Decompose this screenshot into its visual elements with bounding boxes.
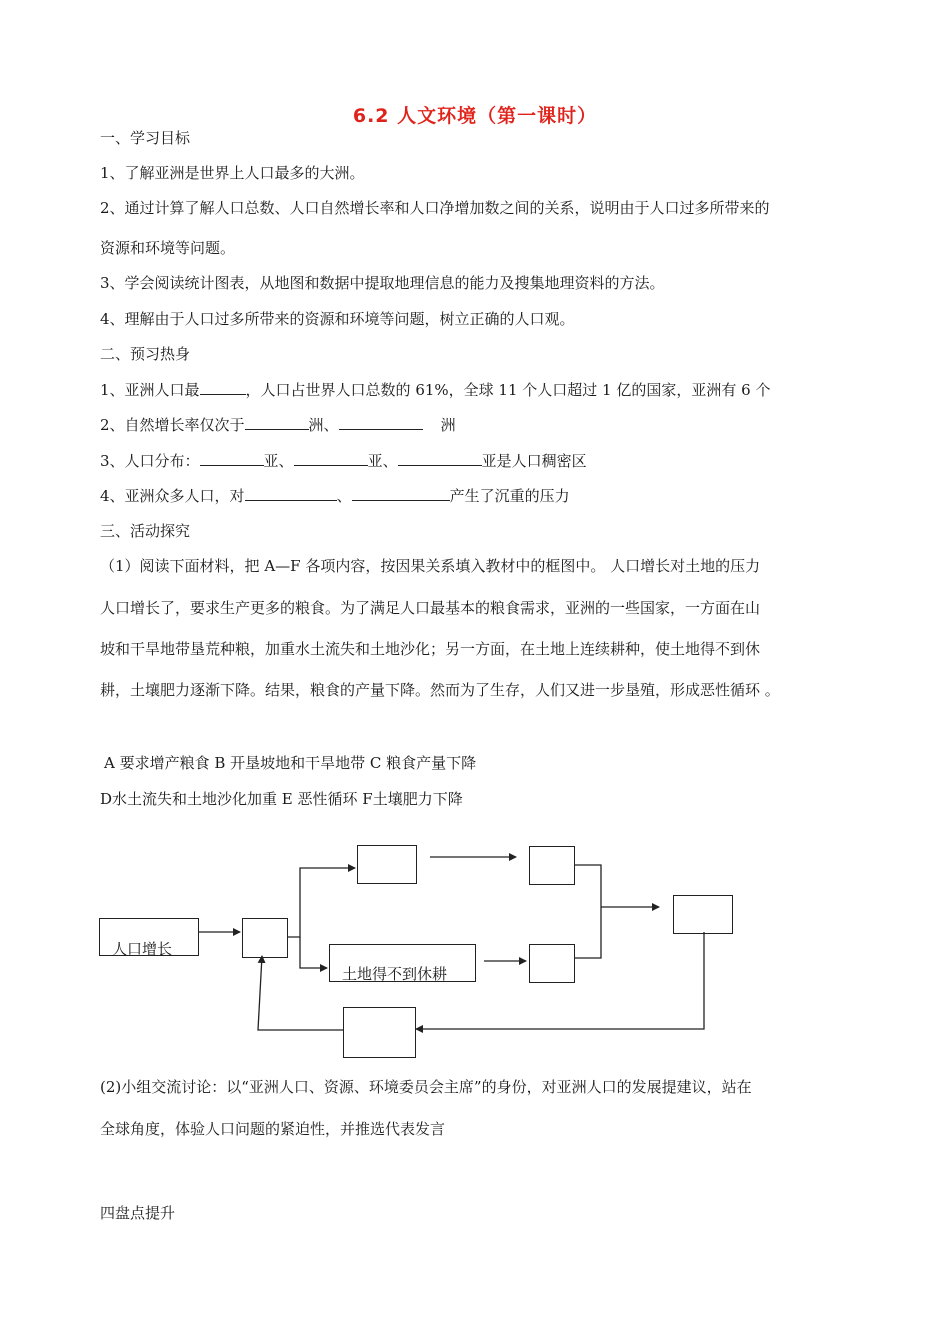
q3-text-b: 亚、: [263, 452, 294, 470]
box-label-mid: 土地得不到休耕: [342, 965, 448, 983]
blank-box[interactable]: [357, 845, 417, 884]
section-heading-summary: 四盘点提升: [100, 1204, 176, 1222]
section-heading-objectives: 一、学习目标: [100, 129, 191, 147]
q4-text-c: 产生了沉重的压力: [449, 487, 570, 505]
activity-paragraph: 坡和干旱地带垦荒种粮，加重水土流失和土地沙化；另一方面，在土地上连续耕种，使土地得不到休: [100, 640, 761, 658]
activity-paragraph: 耕，土壤肥力逐渐下降。结果，粮食的产量下降。然而为了生存，人们又进一步垦殖，形成恶性循环 。: [100, 681, 780, 699]
discussion-paragraph: 全球角度，体验人口问题的紧迫性，并推选代表发言: [100, 1120, 446, 1138]
blank-box[interactable]: [673, 895, 733, 934]
q4-text-a: 4、亚洲众多人口，对: [100, 487, 245, 505]
q1-text-a: 1、亚洲人口最: [100, 381, 200, 399]
section-heading-preview: 二、预习热身: [100, 345, 191, 363]
q1-text-b: ，人口占世界人口总数的 61%，全球 11 个人口超过 1 亿的国家，亚洲有 6 个: [245, 381, 771, 399]
objective-item: 1、了解亚洲是世界上人口最多的大洲。: [100, 164, 365, 182]
options-line: A 要求增产粮食 B 开垦坡地和干旱地带 C 粮食产量下降: [104, 754, 477, 772]
blank-box[interactable]: [242, 918, 288, 958]
q4-text-b: 、: [336, 487, 352, 505]
objective-item: 3、学会阅读统计图表，从地图和数据中提取地理信息的能力及搜集地理资料的方法。: [100, 274, 665, 292]
activity-paragraph: （1）阅读下面材料，把 A—F 各项内容，按因果关系填入教材中的框图中。 人口增长对土地的压力: [100, 557, 761, 575]
blank-box[interactable]: [343, 1007, 416, 1058]
q3-text-c: 亚、: [367, 452, 398, 470]
activity-paragraph: 人口增长了，要求生产更多的粮食。为了满足人口最基本的粮食需求，亚洲的一些国家，一方面在山: [100, 599, 761, 617]
blank-box[interactable]: [529, 846, 575, 885]
discussion-paragraph: (2)小组交流讨论：以“亚洲人口、资源、环境委员会主席”的身份，对亚洲人口的发展提建议，站在: [100, 1078, 752, 1096]
box-label-start: 人口增长: [112, 940, 173, 958]
q3-text-a: 3、人口分布：: [100, 452, 200, 470]
q2-text-c: 洲: [440, 416, 456, 434]
objective-item: 资源和环境等问题。: [100, 239, 236, 257]
options-line: D水土流失和土地沙化加重 E 恶性循环 F土壤肥力下降: [100, 790, 463, 808]
blank-box[interactable]: [529, 944, 575, 983]
objective-item: 2、通过计算了解人口总数、人口自然增长率和人口净增加数之间的关系，说明由于人口过多所带来的: [100, 199, 770, 217]
page-title: 6.2 人文环境（第一课时）: [352, 105, 598, 127]
q2-text-b: 洲、: [308, 416, 339, 434]
objective-item: 4、理解由于人口过多所带来的资源和环境等问题，树立正确的人口观。: [100, 310, 575, 328]
q3-text-d: 亚是人口稠密区: [481, 452, 587, 470]
section-heading-activity: 三、活动探究: [100, 522, 191, 540]
q2-text-a: 2、自然增长率仅次于: [100, 416, 245, 434]
